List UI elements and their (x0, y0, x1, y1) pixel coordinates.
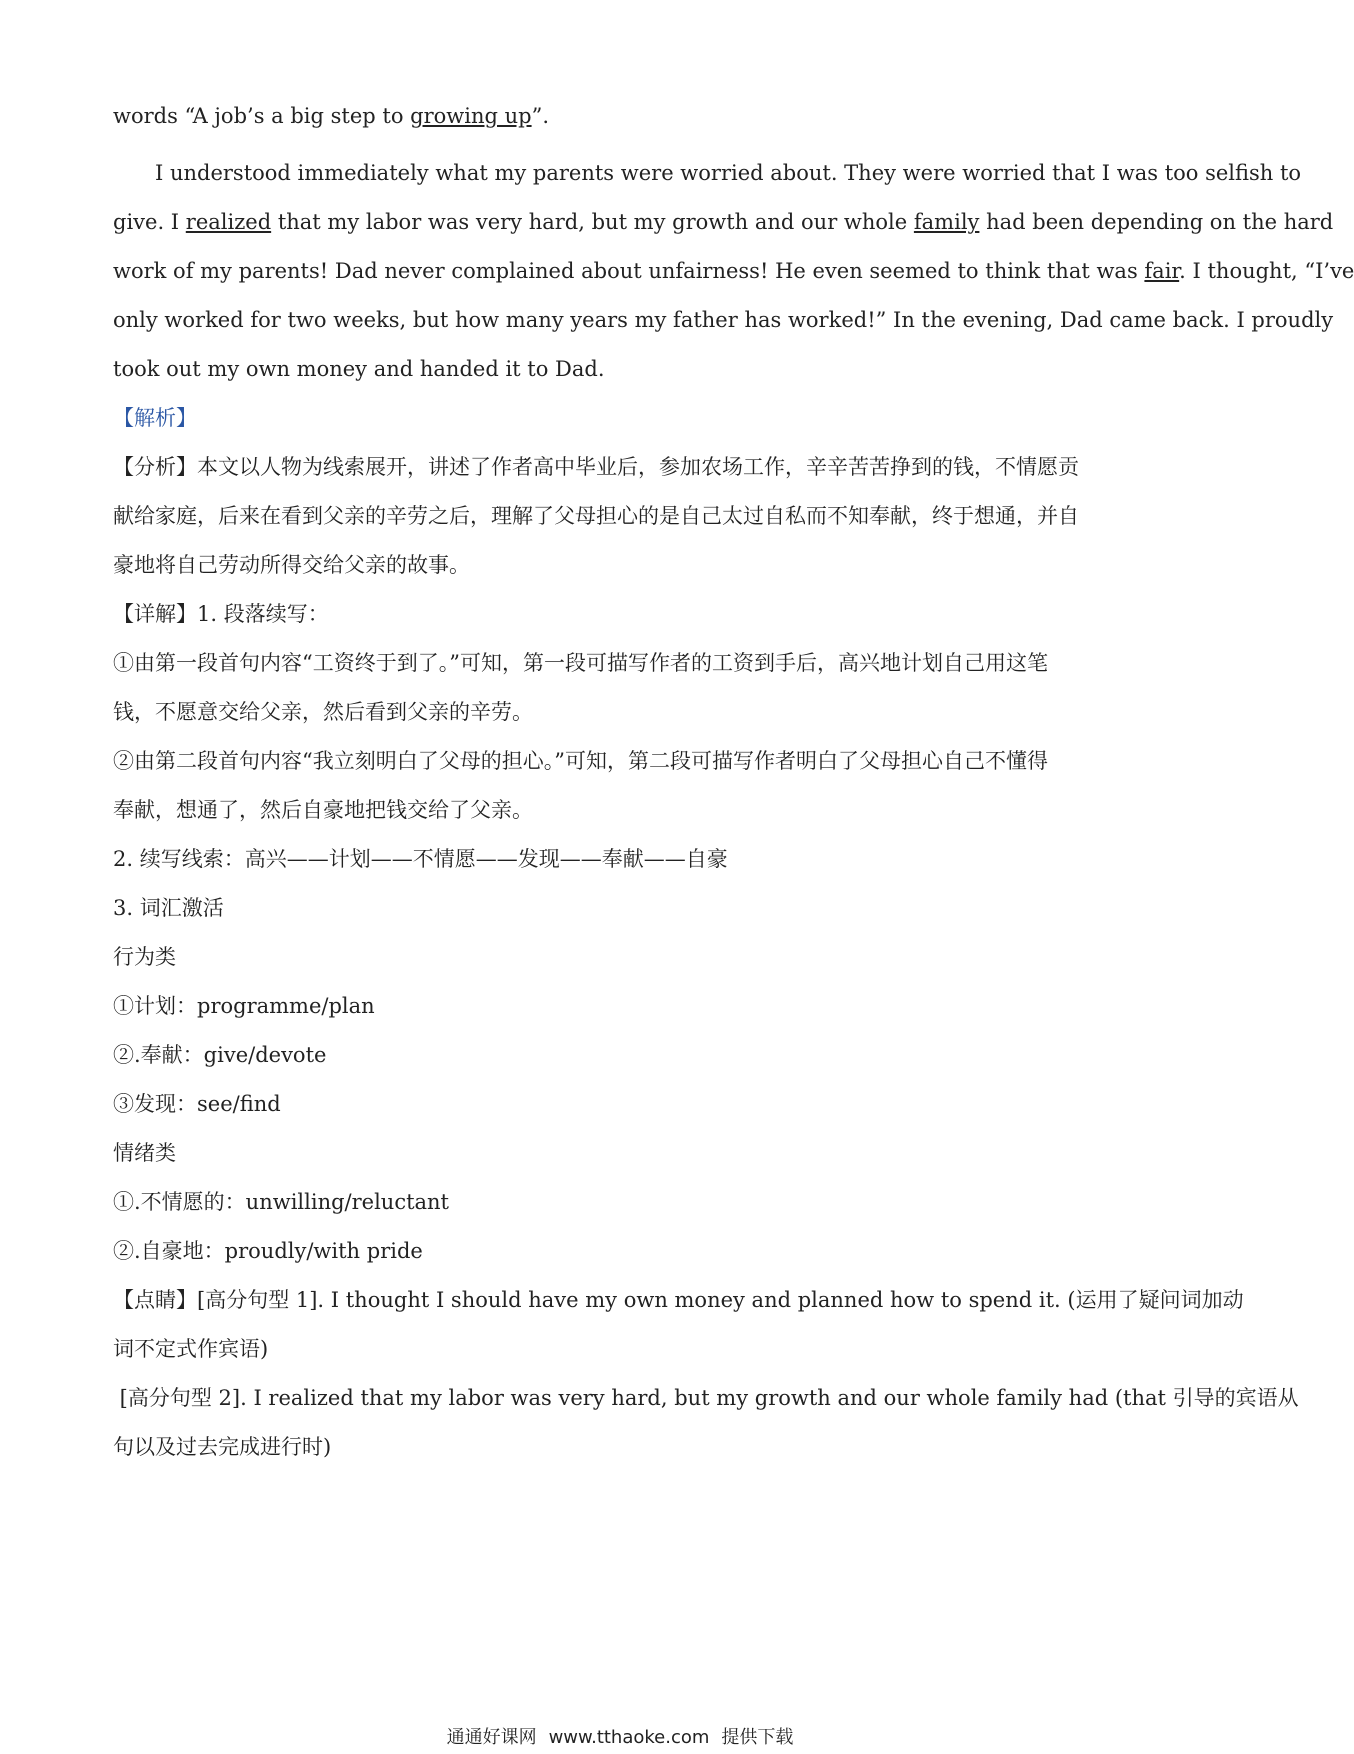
footer-url[interactable]: www.tthaoke.com (548, 1727, 710, 1748)
story-line: took out my own money and handed it to Dad. (113, 357, 605, 381)
detail-line: ②由第二段首句内容“我立刻明白了父母的担心。”可知，第二段可描写作者明白了父母担心自己不懂得 (113, 749, 1048, 773)
highlights-section (113, 1276, 1299, 1472)
detail-line: 钱，不愿意交给父亲，然后看到父亲的辛劳。 (113, 700, 533, 724)
writing-clue: 2. 续写线索：高兴——计划——不情愿——发现——奉献——自豪 (113, 847, 728, 871)
footer-site-name: 通通好课网 (446, 1727, 537, 1748)
vocab-item: ②.自豪地：proudly/with pride (113, 1239, 423, 1263)
page-footer (0, 1726, 1240, 1750)
highlight-line: [高分句型 2]. I realized that my labor was very hard, but my growth and our whole family had (that 引导的宾语从 (113, 1386, 1299, 1410)
vocab-heading: 3. 词汇激活 (113, 896, 224, 920)
highlight-line: 【点睛】[高分句型 1]. I thought I should have my own money and planned how to spend it. (运用了疑问词加动 (113, 1288, 1244, 1312)
text-span: ”. (531, 104, 549, 128)
analysis-line: 【分析】本文以人物为线索展开，讲述了作者高中毕业后，参加农场工作，辛辛苦苦挣到的钱，不情愿贡 (113, 455, 1079, 479)
detail-line: ①由第一段首句内容“工资终于到了。”可知，第一段可描写作者的工资到手后，高兴地计划自己用这笔 (113, 651, 1048, 675)
vocab-item: ②.奉献：give/devote (113, 1043, 327, 1067)
text-span: that my labor was very hard, but my growth and our whole (271, 210, 914, 234)
analysis-heading: 【解析】 (113, 406, 197, 430)
text-span: had been depending on the hard (979, 210, 1334, 234)
story-line (113, 247, 1354, 296)
highlight-line: 句以及过去完成进行时) (113, 1435, 332, 1459)
story-line: I understood immediately what my parents were worried about. They were worried that I was too selfish to (155, 161, 1302, 185)
highlight-line: 词不定式作宾语) (113, 1337, 269, 1361)
story-line (113, 198, 1334, 247)
analysis-line: 献给家庭，后来在看到父亲的辛劳之后，理解了父母担心的是自己太过自私而不知奉献，终于想通，并自 (113, 504, 1079, 528)
analysis-line: 豪地将自己劳动所得交给父亲的故事。 (113, 553, 470, 577)
detail-heading: 【详解】1. 段落续写： (113, 602, 329, 626)
underlined-word: fair (1144, 259, 1180, 283)
text-span: give. I (113, 210, 186, 234)
underlined-word: family (913, 210, 980, 234)
story-paragraph (113, 149, 1354, 394)
vocab-item: ①.不情愿的：unwilling/reluctant (113, 1190, 449, 1214)
document-body (113, 92, 1354, 1472)
story-line: only worked for two weeks, but how many years my father has worked!” In the evening, Dad came back. I proudly (113, 308, 1334, 332)
vocab-item: ①计划：programme/plan (113, 994, 375, 1018)
intro-line (113, 92, 1133, 141)
footer-tail: 提供下载 (721, 1727, 794, 1748)
text-span: work of my parents! Dad never complained about unfairness! He even seemed to think that was (113, 259, 1145, 283)
vocab-item: ③发现：see/find (113, 1092, 281, 1116)
text-span: words “A job’s a big step to (113, 104, 411, 128)
action-category-heading: 行为类 (113, 945, 176, 969)
analysis-section (113, 443, 1133, 590)
emotion-category-heading: 情绪类 (113, 1141, 176, 1165)
detail-line: 奉献，想通了，然后自豪地把钱交给了父亲。 (113, 798, 533, 822)
detail-section (113, 590, 1133, 1276)
underlined-word: realized (185, 210, 272, 234)
text-span: . I thought, “I’ve (1179, 259, 1354, 283)
underlined-phrase: growing up (410, 104, 532, 128)
